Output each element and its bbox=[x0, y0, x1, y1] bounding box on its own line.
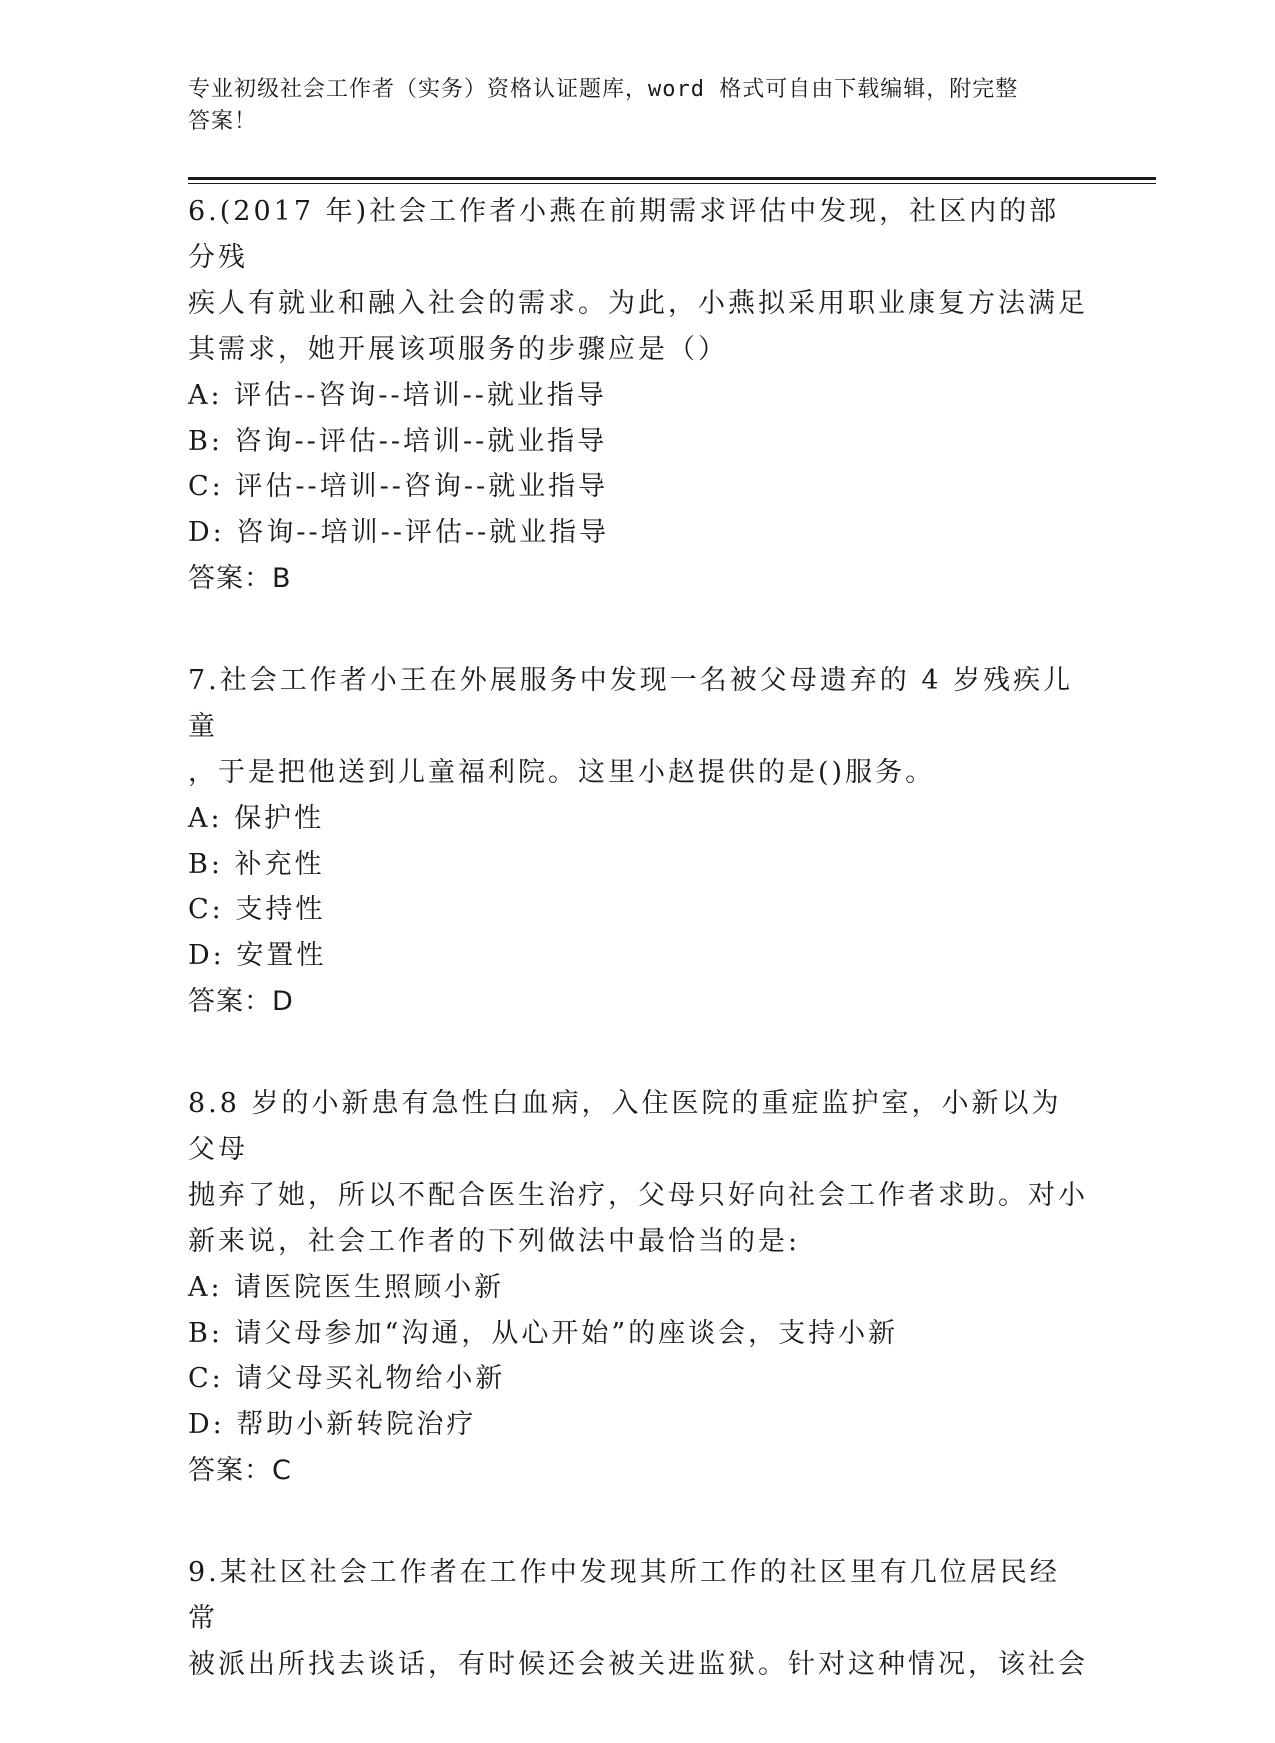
answer-line: 答案：B bbox=[188, 563, 292, 594]
question-8 bbox=[188, 1081, 1088, 1495]
option-b: B: 补充性 bbox=[188, 848, 325, 880]
document-header bbox=[188, 74, 1068, 138]
option-d: D: 帮助小新转院治疗 bbox=[188, 1408, 477, 1440]
option-a: A: 保护性 bbox=[188, 803, 325, 834]
header-divider-thick bbox=[188, 177, 1156, 180]
answer-line: 答案：D bbox=[188, 986, 294, 1017]
header-line-2: 答案！ bbox=[188, 109, 258, 134]
answer-line: 答案：C bbox=[188, 1455, 292, 1486]
question-stem: 6.(2017 年)社会工作者小燕在前期需求评估中发现，社区内的部分残 疾人有就业和融入社会的需求。为此，小燕拟采用职业康复方法满足 其需求，她开展该项服务的步骤应是（） bbox=[188, 196, 1088, 365]
header-line-1: 专业初级社会工作者（实务）资格认证题库，word 格式可自由下载编辑，附完整 bbox=[188, 77, 1019, 102]
question-7 bbox=[188, 658, 1088, 1026]
option-d: D: 安置性 bbox=[188, 939, 327, 971]
option-b: B: 咨询--评估--培训--就业指导 bbox=[188, 425, 608, 457]
option-a: A: 评估--咨询--培训--就业指导 bbox=[188, 380, 607, 411]
question-stem: 7.社会工作者小王在外展服务中发现一名被父母遗弃的 4 岁残疾儿童 ，于是把他送到儿童福利院。这里小赵提供的是()服务。 bbox=[188, 665, 1074, 788]
question-9 bbox=[188, 1550, 1088, 1688]
option-c: C: 评估--培训--咨询--就业指导 bbox=[188, 471, 609, 502]
option-c: C: 支持性 bbox=[188, 894, 326, 925]
option-a: A: 请医院医生照顾小新 bbox=[188, 1272, 505, 1303]
question-stem: 8.8 岁的小新患有急性白血病，入住医院的重症监护室，小新以为父母 抛弃了她，所以不配合医生治疗，父母只好向社会工作者求助。对小 新来说，社会工作者的下列做法中最恰当的是: bbox=[188, 1088, 1088, 1257]
header-divider-thin bbox=[188, 183, 1156, 184]
question-6 bbox=[188, 189, 1088, 603]
option-b: B: 请父母参加“沟通，从心开始”的座谈会，支持小新 bbox=[188, 1317, 899, 1349]
option-c: C: 请父母买礼物给小新 bbox=[188, 1363, 506, 1394]
option-d: D: 咨询--培训--评估--就业指导 bbox=[188, 516, 610, 548]
question-list bbox=[188, 189, 1088, 1743]
question-stem: 9.某社区社会工作者在工作中发现其所工作的社区里有几位居民经常 被派出所找去谈话，有时候还会被关进监狱。针对这种情况，该社会 bbox=[188, 1557, 1088, 1680]
